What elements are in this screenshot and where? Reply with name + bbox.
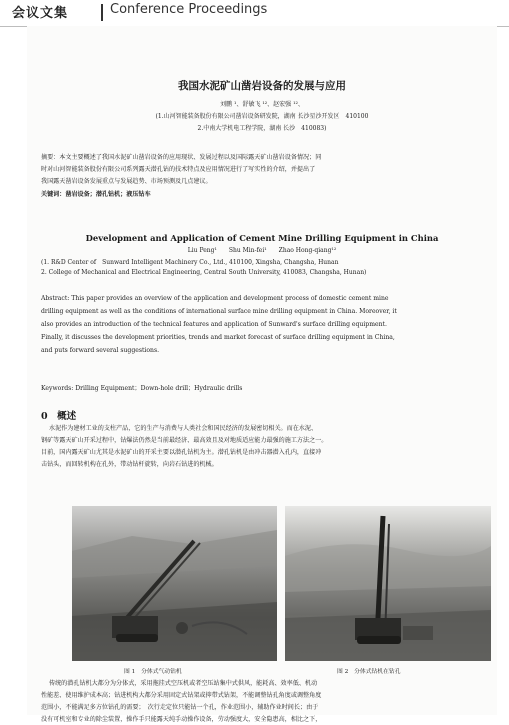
abstract-line: and puts forward several suggestions.	[41, 347, 160, 354]
body-line: 传统的潜孔钻机大都分为分体式，采用拖挂式空压机或者空压站集中式供风，能耗高、效率低、机动	[49, 680, 318, 687]
section-heading: 0 概述	[41, 411, 77, 422]
affiliation-english-2: 2. College of Mechanical and Electrical Engineering, Central South University, 410083, Changsha, Hunan)	[41, 269, 367, 276]
paper-title-chinese: 我国水泥矿山凿岩设备的发展与应用	[178, 80, 346, 92]
abstract-line: Abstract: This paper provides an overview of the application and development process of domestic cement mine	[41, 295, 389, 302]
body-line: 性能差、使用维护成本高；钻进机构大都分采用固定式钻架或抑带式钻架，不能调整钻孔角度或调整角度	[41, 692, 322, 699]
body-line: 目前，国内露天矿山尤其是水泥矿山的开采主要以潜孔钻机为主。潜孔钻机是由冲击器潜入孔内，直接冲	[41, 449, 322, 456]
header-english-title: Conference Proceedings	[110, 2, 268, 17]
authors-chinese: 刘鹏 ¹、舒敏飞 ¹²、赵宏强 ¹²、	[220, 101, 304, 108]
abstract-line: 时对山河智能装备股份有限公司系列露天潜孔钻的技术特点及应用情况进行了写实性的介绍，并提出了	[41, 166, 316, 173]
scanned-page	[27, 26, 497, 723]
running-header	[0, 0, 509, 27]
authors-english: Liu Peng¹ Shu Min-fei¹ Zhao Hong-qiang¹²	[187, 247, 337, 254]
affiliation-chinese-1: (1.山河智能装备股份有限公司凿岩设备研发院，湖南 长沙星沙开发区 410100	[155, 113, 369, 120]
body-line: 水泥作为建材工业的支柱产品，它的生产与消费与人类社会和国民经济的发展密切相关。而在水泥、	[49, 425, 318, 432]
keywords-chinese: 关键词：凿岩设备；潜孔钻机；液压钻车	[41, 191, 151, 198]
header-chinese-title: 会议文集	[12, 6, 69, 21]
body-line: 击钻头，而回转机构在孔外，带动钻杆旋转，向岩石钻进的机械。	[41, 461, 218, 468]
abstract-line: Finally, it discusses the development priorities, trends and market forecast of surface drilling equipment in China,	[41, 334, 395, 341]
figure-2-caption: 图 2 分体式钻机在钻孔	[337, 669, 401, 675]
paper-title-english: Development and Application of Cement Mine Drilling Equipment in China	[85, 233, 439, 243]
affiliation-english-1: (1. R&D Center of Sunward Intelligent Machinery Co., Ltd., 410100, Xingsha, Changsha, Hunan	[41, 259, 339, 266]
header-divider	[101, 4, 103, 21]
body-line: 钢矿等露天矿山开采过程中，钻爆法仍然是当前最经济、最高效且及对地质适应能力最强的施工方法之一。	[41, 437, 328, 444]
keywords-english: Keywords: Drilling Equipment；Down-hole drill；Hydraulic drills	[41, 385, 243, 392]
body-line: 没有可机室和专业的除尘装置，操作手只能露天纯手动操作设备，劳动强度大，安全隐患高，相比之下，	[41, 716, 322, 723]
affiliation-chinese-2: 2.中南大学机电工程学院，湖南 长沙 410083)	[197, 125, 327, 132]
abstract-line: 我国露天凿岩设备发展重点与发展趋势、市场预测及几点建议。	[41, 178, 212, 185]
abstract-line: also provides an introduction of the technical features and application of Sunward's surface drilling equipment.	[41, 321, 387, 328]
figure-1-caption: 图 1 分体式气动钻机	[124, 669, 182, 675]
body-line: 范围小，不能满足多方位钻孔的需要； 次行走定位只能钻一个孔，作业范围小，辅助作业时间长；由于	[41, 704, 319, 711]
figure-2-photo	[285, 506, 491, 661]
figure-1-photo	[72, 506, 277, 661]
abstract-line: drilling equipment as well as the conditions of international surface mine drilling equipment in China. Moreover, it	[41, 308, 397, 315]
abstract-line: 摘要：本文主要概述了我国水泥矿山凿岩设备的应用现状、发展过程以及国际露天矿山凿岩设备情况；同	[41, 154, 322, 161]
